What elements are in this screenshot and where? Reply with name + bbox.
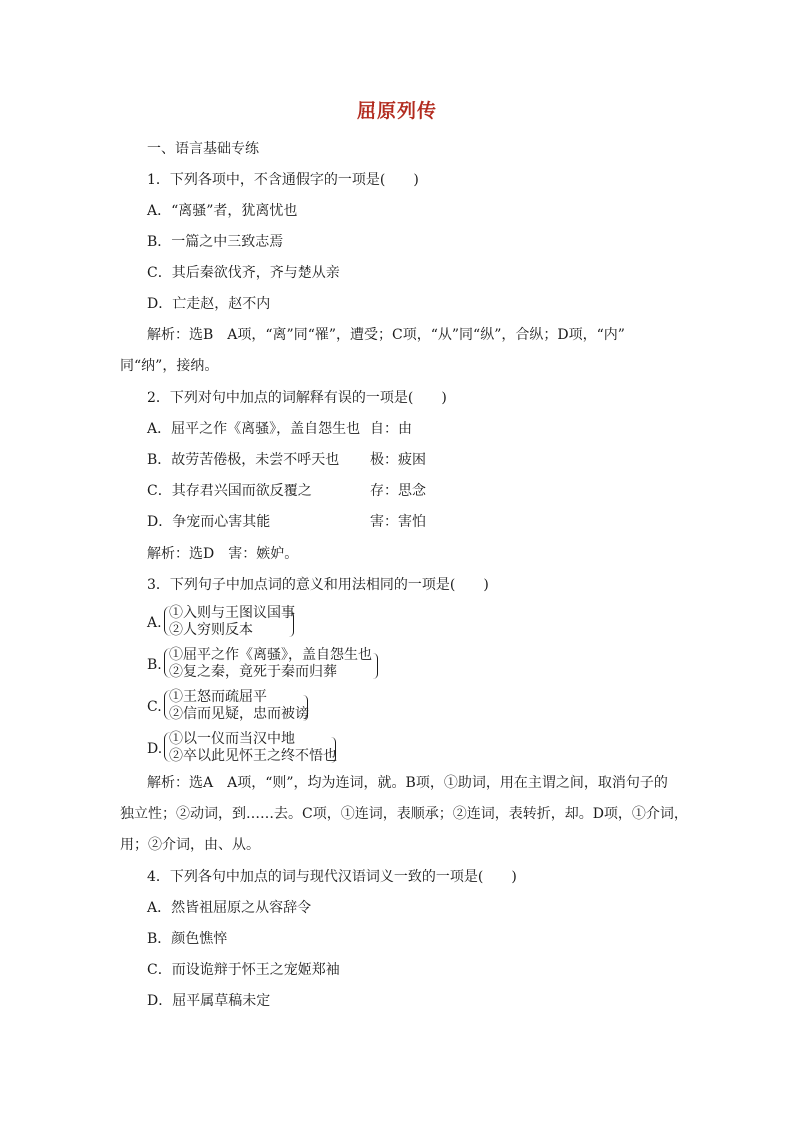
q1-answer-line2: 同“纳”，接纳。 — [120, 358, 219, 374]
q3-option-c-label: C. — [147, 699, 162, 715]
q2-option-c-definition: 存：思念 — [370, 483, 426, 499]
q3-option-c-sentence-1: ①王怒而疏屈平 — [169, 689, 267, 705]
q2-option-b: B．故劳苦倦极，未尝不呼天也 — [147, 452, 340, 468]
q3-option-b-label: B. — [147, 657, 162, 673]
q2-option-a-definition: 自：由 — [370, 421, 412, 437]
q3-answer-line2: 独立性；②动词，到……去。C项，①连词，表顺承；②连词，表转折，却。D项，①介词， — [120, 806, 688, 822]
q2-option-c: C．其存君兴国而欲反覆之 — [147, 483, 312, 499]
q3-option-d-sentence-2: ②卒以此见怀王之终不悟也 — [169, 748, 337, 764]
q4-option-c: C．而设诡辩于怀王之宠姬郑袖 — [147, 962, 340, 978]
right-brace-icon — [289, 611, 294, 637]
q2-option-d-definition: 害：害怕 — [370, 514, 426, 530]
q3-answer-line1: 解析：选A A项，“则”，均为连词，就。B项，①助词，用在主谓之间，取消句子的 — [147, 775, 668, 791]
q2-option-a — [147, 419, 360, 439]
q2-answer: 解析：选D 害：嫉妒。 — [147, 546, 299, 562]
q2-option-b-definition: 极：疲困 — [370, 452, 426, 468]
page-title: 屈原列传 — [356, 100, 437, 122]
q3-stem: 3．下列句子中加点词的意义和用法相同的一项是( ) — [147, 577, 489, 593]
right-brace-icon — [373, 653, 378, 679]
q4-option-b: B．颜色憔悴 — [147, 931, 228, 947]
q1-option-b: B．一篇之中三致志焉 — [147, 234, 284, 250]
q4-option-d: D．屈平属草稿未定 — [147, 993, 271, 1009]
q2-option-a-text: A．屈平之作《离骚》，盖自怨生也 — [147, 421, 361, 437]
q1-option-a: A．“离骚”者，犹离忧也 — [147, 203, 298, 219]
right-brace-icon — [303, 695, 308, 721]
q1-answer-line1: 解析：选B A项，“离”同“罹”，遭受；C项，“从”同“纵”，合纵；D项，“内” — [147, 327, 625, 343]
q4-stem: 4．下列各句中加点的词与现代汉语词义一致的一项是( ) — [147, 869, 517, 885]
q3-option-a-sentence-1: ①入则与王图议国事 — [169, 605, 295, 621]
q4-option-a: A．然皆祖屈原之从容辞令 — [147, 900, 312, 916]
q2-option-d: D．争宠而心害其能 — [147, 514, 271, 530]
q3-option-c-sentence-2: ②信而见疑，忠而被谤 — [169, 706, 309, 722]
q1-stem: 1．下列各项中，不含通假字的一项是( ) — [147, 172, 419, 188]
q1-option-d: D．亡走赵，赵不内 — [147, 296, 271, 312]
q2-stem: 2．下列对句中加点的词解释有误的一项是( ) — [147, 390, 447, 406]
q3-option-d-sentence-1: ①以一仪而当汉中地 — [169, 731, 295, 747]
q3-option-b-sentence-1: ①屈平之作《离骚》，盖自怨生也 — [169, 647, 372, 663]
q3-option-d-label: D. — [147, 741, 163, 757]
q1-option-c: C．其后秦欲伐齐，齐与楚从亲 — [147, 265, 340, 281]
q3-option-b-sentence-2: ②复之秦，竟死于秦而归葬 — [169, 664, 337, 680]
section-heading: 一、语言基础专练 — [147, 141, 259, 157]
q3-option-a-label: A. — [147, 615, 162, 631]
q3-option-a-sentence-2: ②人穷则反本 — [169, 622, 253, 638]
q3-answer-line3: 用；②介词，由、从。 — [120, 837, 260, 853]
right-brace-icon — [331, 737, 336, 763]
